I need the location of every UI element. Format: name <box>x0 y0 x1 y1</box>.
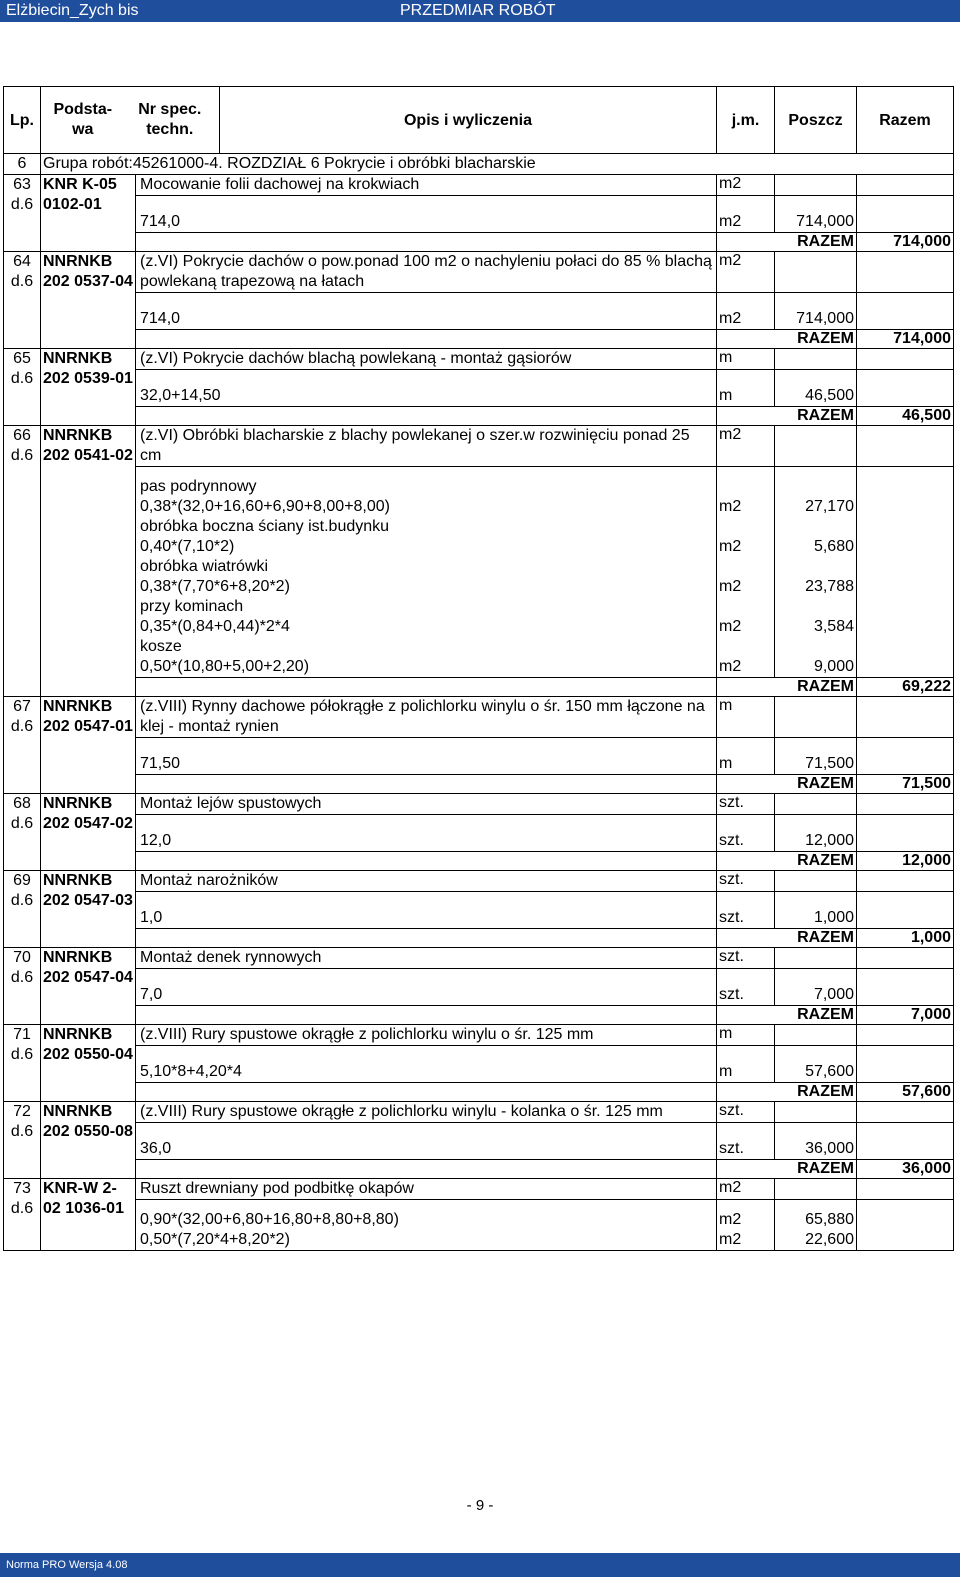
calc-unit: szt. <box>719 1140 744 1157</box>
razem-label: RAZEM <box>717 1083 857 1102</box>
item-lp-cell <box>4 349 41 426</box>
calc-value: 57,600 <box>805 1063 854 1080</box>
item-row <box>4 1102 954 1123</box>
item-podstawa: NNRNKB 202 0547-01 <box>41 697 136 794</box>
razem-label: RAZEM <box>717 852 857 871</box>
calc-units <box>717 467 775 678</box>
calc-formulas <box>136 892 717 929</box>
col-lp-header: Lp. <box>4 87 41 154</box>
razem-label: RAZEM <box>717 407 857 426</box>
item-calc-row <box>4 1200 954 1251</box>
calc-formula: 0,90*(32,00+6,80+16,80+8,80+8,80) <box>140 1211 399 1228</box>
calc-unit: m <box>719 387 733 404</box>
item-chapter: d.6 <box>10 1046 34 1063</box>
calc-formulas <box>136 370 717 407</box>
razem-label: RAZEM <box>717 775 857 794</box>
item-total: 714,000 <box>857 330 954 349</box>
calc-values <box>775 1046 857 1083</box>
calc-formulas <box>136 1123 717 1160</box>
item-description: (z.VIII) Rury spustowe okrągłe z polichlorku winylu - kolanka o śr. 125 mm <box>136 1102 717 1123</box>
document-footer-bar <box>0 1553 960 1577</box>
item-calc-row <box>4 969 954 1006</box>
calc-values <box>775 1123 857 1160</box>
item-lp-cell <box>4 1179 41 1251</box>
item-lp-cell <box>4 1102 41 1179</box>
item-lp: 65 <box>13 350 31 367</box>
item-total-row <box>4 852 954 871</box>
calc-formula: 7,0 <box>140 986 163 1003</box>
calc-label: pas podrynnowy <box>140 478 257 495</box>
item-podstawa: NNRNKB 202 0541-02 <box>41 426 136 697</box>
item-row <box>4 1025 954 1046</box>
calc-formula: 32,0+14,50 <box>140 387 221 404</box>
calc-value: 23,788 <box>805 578 854 595</box>
col-jm-header: j.m. <box>717 87 775 154</box>
calc-formulas <box>136 1200 717 1251</box>
item-podstawa: NNRNKB 202 0547-02 <box>41 794 136 871</box>
item-calc-row <box>4 738 954 775</box>
item-total: 7,000 <box>857 1006 954 1025</box>
calc-formula: 36,0 <box>140 1140 172 1157</box>
item-lp-cell <box>4 948 41 1025</box>
calc-unit: m <box>719 1063 733 1080</box>
item-row <box>4 252 954 293</box>
calc-value: 714,000 <box>796 310 854 327</box>
item-podstawa: NNRNKB 202 0550-08 <box>41 1102 136 1179</box>
calc-formula: 0,50*(10,80+5,00+2,20) <box>140 658 310 675</box>
calc-formula: 12,0 <box>140 832 172 849</box>
item-unit: m2 <box>717 175 775 196</box>
item-description: Montaż narożników <box>136 871 717 892</box>
calc-units <box>717 738 775 775</box>
col-opis-header: Opis i wyliczenia <box>220 87 717 154</box>
razem-label: RAZEM <box>717 1160 857 1179</box>
calc-value: 27,170 <box>805 498 854 515</box>
calc-formula: 0,40*(7,10*2) <box>140 538 235 555</box>
item-podstawa: NNRNKB 202 0550-04 <box>41 1025 136 1102</box>
item-total: 57,600 <box>857 1083 954 1102</box>
item-lp: 71 <box>13 1026 31 1043</box>
calc-formula: 1,0 <box>140 909 163 926</box>
razem-label: RAZEM <box>717 678 857 697</box>
item-unit: szt. <box>717 1102 775 1123</box>
item-lp: 69 <box>13 872 31 889</box>
item-chapter: d.6 <box>10 196 34 213</box>
item-lp: 68 <box>13 795 31 812</box>
calc-unit: m2 <box>719 578 742 595</box>
calc-values <box>775 293 857 330</box>
razem-label: RAZEM <box>717 929 857 948</box>
col-nr-spec-label: Nr spec. techn. <box>138 101 202 138</box>
calc-units <box>717 1200 775 1251</box>
item-unit: m2 <box>717 426 775 467</box>
calc-values <box>775 1200 857 1251</box>
header-document-title: PRZEDMIAR ROBÓT <box>400 2 556 19</box>
item-podstawa: NNRNKB 202 0537-04 <box>41 252 136 349</box>
calc-value: 7,000 <box>813 986 854 1003</box>
calc-formula: 714,0 <box>140 310 181 327</box>
calc-values <box>775 969 857 1006</box>
calc-formula: 0,35*(0,84+0,44)*2*4 <box>140 618 290 635</box>
calc-value: 22,600 <box>805 1231 854 1248</box>
calc-units <box>717 1123 775 1160</box>
razem-label: RAZEM <box>717 233 857 252</box>
item-chapter: d.6 <box>10 447 34 464</box>
item-description: Montaż denek rynnowych <box>136 948 717 969</box>
calc-unit: m <box>719 755 733 772</box>
item-unit: m <box>717 1025 775 1046</box>
item-lp: 72 <box>13 1103 31 1120</box>
item-row <box>4 794 954 815</box>
item-lp-cell <box>4 871 41 948</box>
item-chapter: d.6 <box>10 892 34 909</box>
calc-units <box>717 293 775 330</box>
razem-label: RAZEM <box>717 1006 857 1025</box>
item-description: (z.VI) Pokrycie dachów o pow.ponad 100 m2 o nachyleniu połaci do 85 % blachą powlekaną trapezową na łatach <box>136 252 717 293</box>
calc-value: 714,000 <box>796 213 854 230</box>
calc-unit: m2 <box>719 1211 742 1228</box>
calc-value: 12,000 <box>805 832 854 849</box>
item-lp-cell <box>4 1025 41 1102</box>
calc-units <box>717 196 775 233</box>
item-row <box>4 426 954 467</box>
calc-units <box>717 1046 775 1083</box>
item-calc-row <box>4 467 954 678</box>
calc-unit: szt. <box>719 909 744 926</box>
item-chapter: d.6 <box>10 370 34 387</box>
calc-label: obróbka boczna ściany ist.budynku <box>140 518 390 535</box>
calc-value: 36,000 <box>805 1140 854 1157</box>
item-description: (z.VIII) Rynny dachowe półokrągłe z polichlorku winylu o śr. 150 mm łączone na klej - montaż rynien <box>136 697 717 738</box>
item-calc-row <box>4 1046 954 1083</box>
calc-formulas <box>136 969 717 1006</box>
item-total-row <box>4 330 954 349</box>
item-total-row <box>4 678 954 697</box>
calc-unit: m2 <box>719 310 742 327</box>
item-podstawa: KNR-W 2-02 1036-01 <box>41 1179 136 1251</box>
calc-formula: 71,50 <box>140 755 181 772</box>
item-podstawa: NNRNKB 202 0547-03 <box>41 871 136 948</box>
item-row <box>4 175 954 196</box>
item-total: 1,000 <box>857 929 954 948</box>
calc-values <box>775 738 857 775</box>
calc-formulas <box>136 467 717 678</box>
calc-value: 3,584 <box>813 618 854 635</box>
item-total: 46,500 <box>857 407 954 426</box>
calc-formula: 0,38*(7,70*6+8,20*2) <box>140 578 290 595</box>
calc-value: 71,500 <box>805 755 854 772</box>
item-unit: m2 <box>717 252 775 293</box>
calc-formulas <box>136 1046 717 1083</box>
item-lp: 66 <box>13 427 31 444</box>
item-description: (z.VI) Pokrycie dachów blachą powlekaną - montaż gąsiorów <box>136 349 717 370</box>
table-header-row <box>4 87 954 154</box>
calc-values <box>775 370 857 407</box>
item-total-row <box>4 1083 954 1102</box>
item-unit: szt. <box>717 948 775 969</box>
item-lp: 67 <box>13 698 31 715</box>
calc-label: obróbka wiatrówki <box>140 558 269 575</box>
calc-values <box>775 196 857 233</box>
item-lp: 63 <box>13 176 31 193</box>
item-row <box>4 349 954 370</box>
item-lp-cell <box>4 426 41 697</box>
calc-unit: m2 <box>719 1231 742 1248</box>
calc-unit: m2 <box>719 658 742 675</box>
calc-formulas <box>136 815 717 852</box>
calc-label: kosze <box>140 638 182 655</box>
header-project-name: Elżbiecin_Zych bis <box>6 2 139 19</box>
item-total-row <box>4 407 954 426</box>
razem-label: RAZEM <box>717 330 857 349</box>
calc-formulas <box>136 293 717 330</box>
calc-unit: m2 <box>719 538 742 555</box>
item-total: 36,000 <box>857 1160 954 1179</box>
item-chapter: d.6 <box>10 1200 34 1217</box>
item-calc-row <box>4 370 954 407</box>
item-total-row <box>4 929 954 948</box>
calc-values <box>775 815 857 852</box>
calc-units <box>717 892 775 929</box>
item-lp: 73 <box>13 1180 31 1197</box>
item-chapter: d.6 <box>10 273 34 290</box>
item-unit: m <box>717 349 775 370</box>
calc-value: 46,500 <box>805 387 854 404</box>
item-lp-cell <box>4 697 41 794</box>
item-description: Mocowanie folii dachowej na krokwiach <box>136 175 717 196</box>
group-title: Grupa robót:45261000-4. ROZDZIAŁ 6 Pokrycie i obróbki blacharskie <box>41 154 954 175</box>
calc-values <box>775 467 857 678</box>
calc-unit: szt. <box>719 832 744 849</box>
item-lp: 70 <box>13 949 31 966</box>
document-header-bar <box>0 0 960 22</box>
calc-units <box>717 370 775 407</box>
item-podstawa: NNRNKB 202 0547-04 <box>41 948 136 1025</box>
item-calc-row <box>4 892 954 929</box>
item-total: 71,500 <box>857 775 954 794</box>
item-calc-row <box>4 1123 954 1160</box>
group-lp: 6 <box>4 154 41 175</box>
item-description: (z.VI) Obróbki blacharskie z blachy powlekanej o szer.w rozwinięciu ponad 25 cm <box>136 426 717 467</box>
item-total: 714,000 <box>857 233 954 252</box>
calc-units <box>717 815 775 852</box>
calc-value: 9,000 <box>813 658 854 675</box>
col-podstawa-label: Podsta-wa <box>53 101 113 138</box>
item-chapter: d.6 <box>10 718 34 735</box>
item-row <box>4 948 954 969</box>
calc-formulas <box>136 738 717 775</box>
calc-label: przy kominach <box>140 598 244 615</box>
calc-value: 1,000 <box>813 909 854 926</box>
footer-software-version: Norma PRO Wersja 4.08 <box>6 1559 128 1571</box>
calc-value: 65,880 <box>805 1211 854 1228</box>
group-row <box>4 154 954 175</box>
calc-values <box>775 892 857 929</box>
item-row <box>4 697 954 738</box>
calc-formula: 5,10*8+4,20*4 <box>140 1063 242 1080</box>
table-body <box>4 154 954 1251</box>
calc-unit: m2 <box>719 213 742 230</box>
item-calc-row <box>4 196 954 233</box>
item-total-row <box>4 1160 954 1179</box>
item-calc-row <box>4 293 954 330</box>
calc-formulas <box>136 196 717 233</box>
item-podstawa: NNRNKB 202 0539-01 <box>41 349 136 426</box>
item-total: 12,000 <box>857 852 954 871</box>
item-total-row <box>4 233 954 252</box>
calc-units <box>717 969 775 1006</box>
calc-unit: m2 <box>719 498 742 515</box>
item-description: (z.VIII) Rury spustowe okrągłe z polichlorku winylu o śr. 125 mm <box>136 1025 717 1046</box>
calc-formula: 0,38*(32,0+16,60+6,90+8,00+8,00) <box>140 498 390 515</box>
item-podstawa: KNR K-05 0102-01 <box>41 175 136 252</box>
item-lp: 64 <box>13 253 31 270</box>
item-description: Montaż lejów spustowych <box>136 794 717 815</box>
item-chapter: d.6 <box>10 1123 34 1140</box>
item-unit: m2 <box>717 1179 775 1200</box>
item-chapter: d.6 <box>10 969 34 986</box>
item-unit: m <box>717 697 775 738</box>
item-total-row <box>4 1006 954 1025</box>
calc-formula: 0,50*(7,20*4+8,20*2) <box>140 1231 290 1248</box>
col-podstawa-header <box>41 87 220 154</box>
przedmiar-table <box>3 86 954 1251</box>
item-total-row <box>4 775 954 794</box>
item-lp-cell <box>4 252 41 349</box>
item-chapter: d.6 <box>10 815 34 832</box>
col-razem-header: Razem <box>857 87 954 154</box>
col-poszcz-header: Poszcz <box>775 87 857 154</box>
calc-formula: 714,0 <box>140 213 181 230</box>
calc-unit: m2 <box>719 618 742 635</box>
item-lp-cell <box>4 794 41 871</box>
item-unit: szt. <box>717 871 775 892</box>
item-row <box>4 1179 954 1200</box>
calc-value: 5,680 <box>813 538 854 555</box>
calc-unit: szt. <box>719 986 744 1003</box>
item-lp-cell <box>4 175 41 252</box>
item-description: Ruszt drewniany pod podbitkę okapów <box>136 1179 717 1200</box>
item-row <box>4 871 954 892</box>
page-number: - 9 - <box>466 1497 494 1514</box>
item-unit: szt. <box>717 794 775 815</box>
item-total: 69,222 <box>857 678 954 697</box>
item-calc-row <box>4 815 954 852</box>
